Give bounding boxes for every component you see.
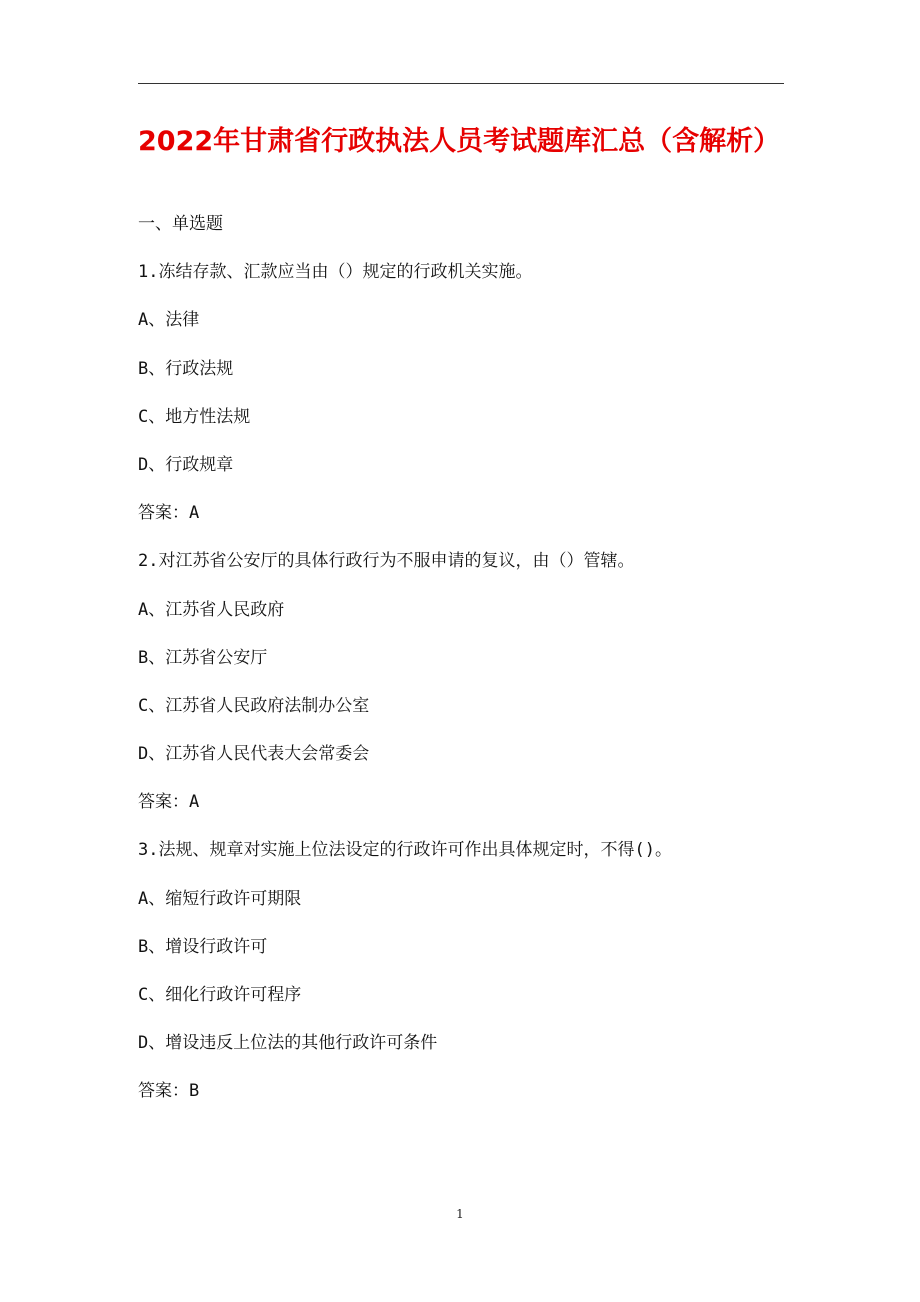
answer: 答案：B [138,1081,200,1102]
answer: 答案：A [138,792,200,813]
question-stem: 2.对江苏省公安厅的具体行政行为不服申请的复议，由（）管辖。 [138,551,635,572]
document-title: 2022年甘肃省行政执法人员考试题库汇总（含解析） [138,126,781,157]
option-b: B、行政法规 [138,358,234,379]
page-number: 1 [456,1207,464,1221]
question-2 [138,547,798,836]
option-d: D、行政规章 [138,454,234,475]
question-stem: 1.冻结存款、汇款应当由（）规定的行政机关实施。 [138,262,533,283]
option-b: B、江苏省公安厅 [138,647,268,668]
option-a: A、江苏省人民政府 [138,599,285,620]
header-rule [138,83,784,84]
question-3 [138,836,798,1125]
option-c: C、细化行政许可程序 [138,985,302,1005]
option-a: A、缩短行政许可期限 [138,888,302,909]
option-a: A、法律 [138,310,200,331]
answer: 答案：A [138,503,200,524]
option-d: D、江苏省人民代表大会常委会 [138,744,370,765]
option-d: D、增设违反上位法的其他行政许可条件 [138,1033,438,1054]
option-b: B、增设行政许可 [138,936,268,957]
option-c: C、江苏省人民政府法制办公室 [138,695,370,716]
question-stem: 3.法规、规章对实施上位法设定的行政许可作出具体规定时，不得()。 [138,840,672,861]
document-body [138,210,798,1126]
question-1 [138,258,798,547]
section-heading: 一、单选题 [138,214,223,234]
option-c: C、地方性法规 [138,406,251,427]
